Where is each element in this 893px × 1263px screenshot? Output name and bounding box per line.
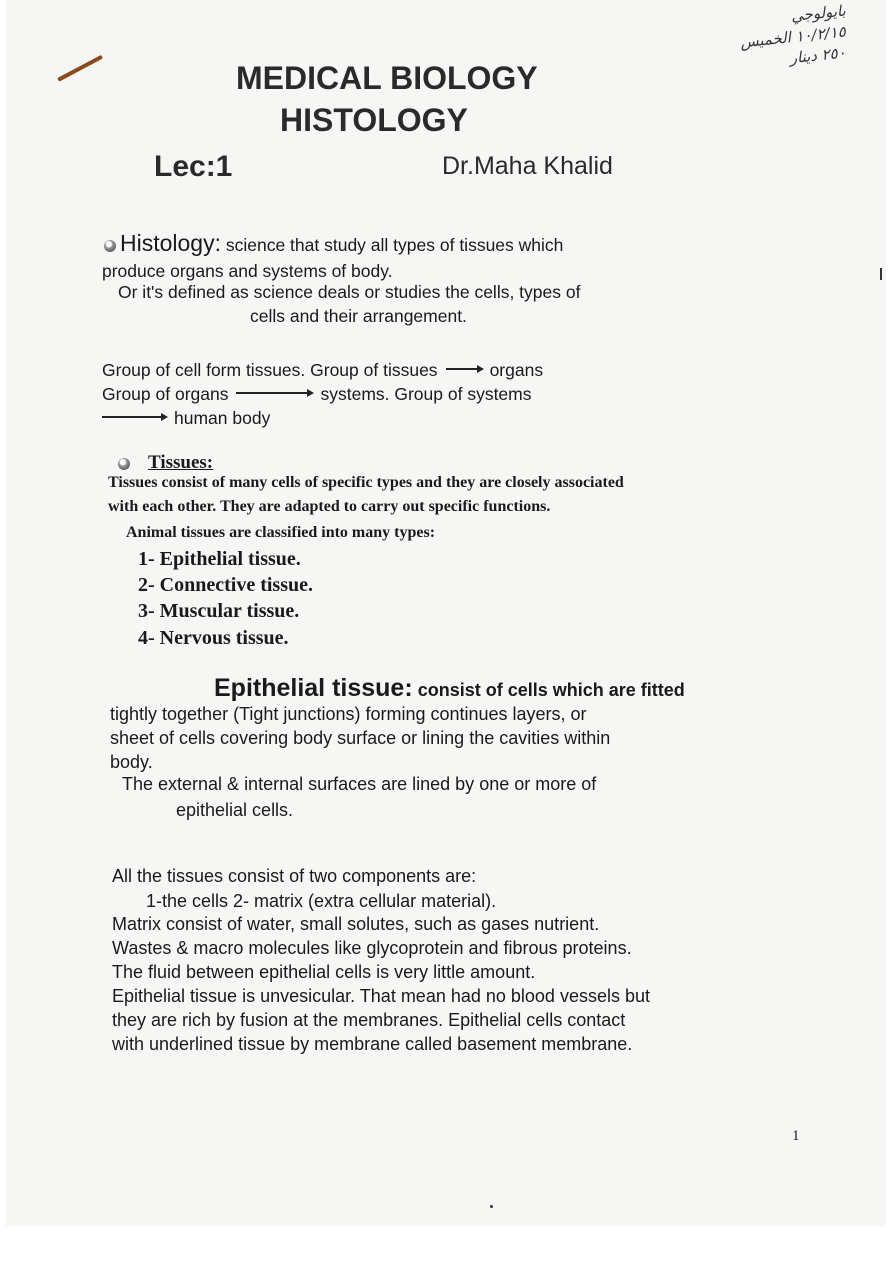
- title-line-1: MEDICAL BIOLOGY: [236, 60, 538, 96]
- epithelial-line-3: sheet of cells covering body surface or lining the cavities within: [110, 728, 611, 748]
- pen-mark: [57, 55, 103, 82]
- histology-term: Histology:: [120, 230, 221, 256]
- components-line-1: All the tissues consist of two components are:: [112, 866, 477, 886]
- bullet-icon: [104, 240, 116, 252]
- document-page: [6, 0, 886, 1226]
- epithelial-line-4: body.: [110, 752, 153, 772]
- components-line-8: with underlined tissue by membrane called basement membrane.: [112, 1034, 633, 1054]
- tissue-type-2: 2- Connective tissue.: [138, 574, 313, 596]
- epithelial-line-1: Epithelial tissue: consist of cells which are fitted: [214, 674, 685, 702]
- histology-alt-line-1: Or it's defined as science deals or studies the cells, types of: [118, 282, 581, 302]
- tissues-heading: Tissues:: [118, 452, 213, 474]
- components-line-5: The fluid between epithelial cells is very little amount.: [112, 962, 536, 982]
- epithelial-line-5: The external & internal surfaces are lined by one or more of: [122, 774, 597, 794]
- page-number: 1: [792, 1128, 800, 1144]
- tissues-line-3: Animal tissues are classified into many types:: [126, 524, 436, 541]
- epithelial-line-2: tightly together (Tight junctions) forming continues layers, or: [110, 704, 587, 724]
- tissue-type-4: 4- Nervous tissue.: [138, 627, 289, 649]
- components-line-3: Matrix consist of water, small solutes, such as gases nutrient.: [112, 914, 600, 934]
- tissues-line-1: Tissues consist of many cells of specific types and they are closely associated: [108, 474, 624, 491]
- hierarchy-line-2: Group of organs systems. Group of systems: [102, 384, 532, 404]
- components-line-2: 1-the cells 2- matrix (extra cellular material).: [146, 891, 497, 911]
- hierarchy-line-1: Group of cell form tissues. Group of tissues organs: [102, 360, 544, 380]
- epithelial-heading: Epithelial tissue:: [214, 674, 413, 702]
- components-line-4: Wastes & macro molecules like glycoprotein and fibrous proteins.: [112, 938, 632, 958]
- handwritten-note: بايولوجي ١٠/٢/١٥ الخميس ٢٥٠ دينار: [739, 1, 847, 68]
- arrow-icon: [446, 368, 482, 370]
- speck: [490, 1205, 493, 1208]
- bullet-icon: [118, 458, 130, 470]
- histology-definition-cont: produce organs and systems of body.: [102, 261, 393, 281]
- author-name: Dr.Maha Khalid: [442, 152, 613, 180]
- components-line-7: they are rich by fusion at the membranes. Epithelial cells contact: [112, 1010, 626, 1030]
- histology-alt-line-2: cells and their arrangement.: [250, 306, 467, 326]
- lecture-number: Lec:1: [154, 150, 233, 183]
- speck: [880, 268, 882, 280]
- tissue-type-1: 1- Epithelial tissue.: [138, 548, 301, 570]
- tissues-line-2: with each other. They are adapted to carry out specific functions.: [108, 498, 551, 515]
- hierarchy-human-body: human body: [102, 408, 270, 429]
- histology-definition: Histology: science that study all types of tissues which: [104, 230, 563, 257]
- components-line-6: Epithelial tissue is unvesicular. That mean had no blood vessels but: [112, 986, 650, 1006]
- arrow-icon: [236, 392, 312, 394]
- title-line-2: HISTOLOGY: [280, 102, 468, 138]
- arrow-icon: [102, 416, 166, 418]
- epithelial-line-6: epithelial cells.: [176, 800, 294, 820]
- tissue-type-3: 3- Muscular tissue.: [138, 600, 300, 622]
